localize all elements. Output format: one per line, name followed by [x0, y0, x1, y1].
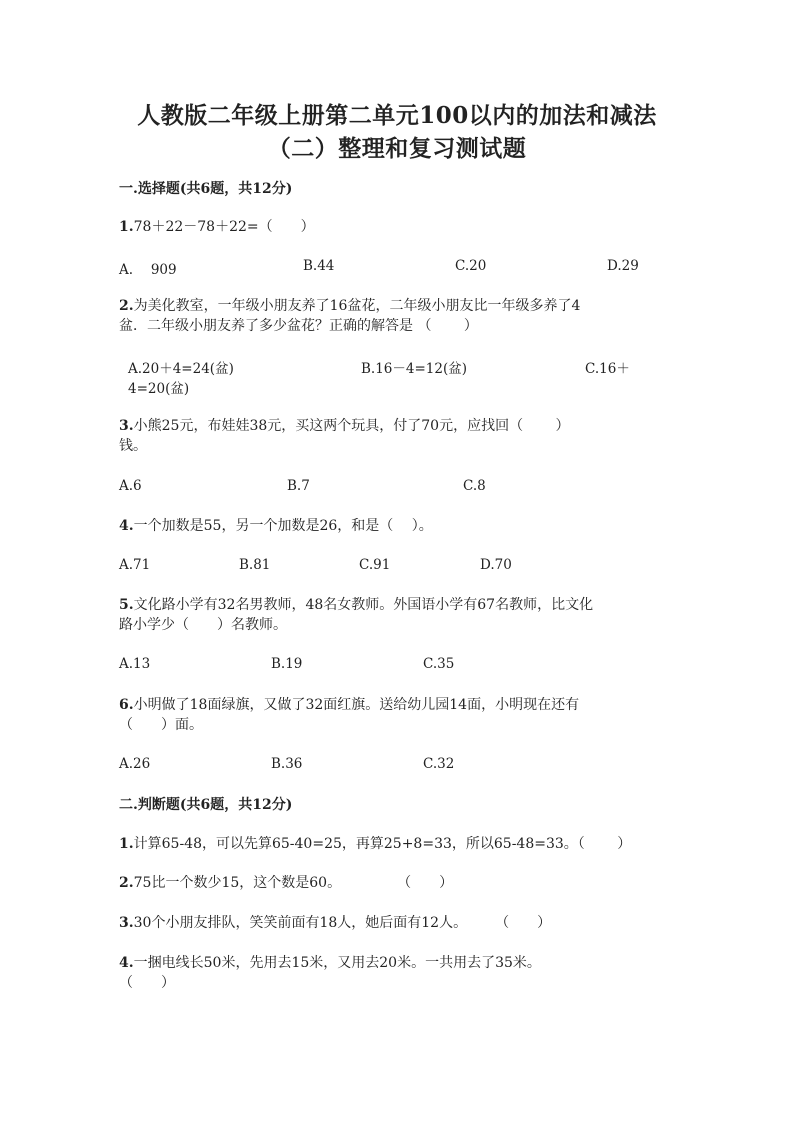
question-number: 5. — [119, 597, 134, 613]
question-text: 75比一个数少15，这个数是60。 （ ） — [133, 875, 454, 891]
question-text: 78＋22－78＋22=（ ） — [133, 219, 315, 235]
section-heading-choice: 一.选择题(共6题，共12分) — [119, 181, 293, 197]
question-2 — [119, 296, 679, 336]
option-c[interactable]: C.35 — [423, 656, 455, 672]
question-text-line2: 盆．二年级小朋友养了多少盆花？正确的解答是 （ ） — [119, 318, 478, 334]
option-d[interactable]: D.29 — [607, 258, 639, 274]
question-3 — [119, 416, 679, 456]
question-number: 2. — [119, 298, 134, 314]
option-b[interactable]: B.19 — [271, 656, 303, 672]
question-text-line2: 钱。 — [119, 438, 147, 454]
question-number: 3. — [119, 915, 134, 931]
option-a[interactable]: A.6 — [119, 478, 142, 494]
option-b[interactable]: B.36 — [271, 756, 303, 772]
option-b[interactable]: B.16－4=12(盆) — [361, 361, 468, 377]
option-c[interactable]: C.20 — [455, 258, 487, 274]
question-4 — [119, 516, 679, 536]
judgement-2 — [119, 873, 679, 893]
question-text: 30个小朋友排队，笑笑前面有18人，她后面有12人。 （ ） — [133, 915, 552, 931]
question-number: 4. — [119, 518, 134, 534]
option-a[interactable]: A.26 — [119, 756, 151, 772]
question-text-line1: 小熊25元，布娃娃38元，买这两个玩具，付了70元，应找回（ ） — [133, 418, 570, 434]
option-b[interactable]: B.44 — [303, 258, 335, 274]
question-text-line1: 为美化教室，一年级小朋友养了16盆花，二年级小朋友比一年级多养了4 — [133, 298, 581, 314]
question-text-line1: 小明做了18面绿旗，又做了32面红旗。送给幼儿园14面，小明现在还有 — [133, 697, 580, 713]
option-c[interactable]: C.91 — [359, 557, 391, 573]
question-text-line2: （ ）面。 — [119, 717, 203, 733]
option-a[interactable]: A. 909 — [119, 262, 177, 278]
page-title-line1: 人教版二年级上册第二单元100以内的加法和减法 — [137, 102, 657, 129]
question-text-line2: 路小学少（ ）名教师。 — [119, 617, 287, 633]
option-c[interactable]: C.16＋ — [585, 361, 630, 377]
section-heading-judgement: 二.判断题(共6题，共12分) — [119, 797, 293, 813]
option-c[interactable]: C.32 — [423, 756, 455, 772]
option-a[interactable]: A.71 — [119, 557, 151, 573]
option-c[interactable]: C.8 — [463, 478, 486, 494]
question-1 — [119, 217, 679, 237]
judgement-3 — [119, 913, 679, 933]
question-text: 计算65-48，可以先算65-40=25，再算25+8=33，所以65-48=33。（ ） — [133, 836, 632, 852]
question-number: 3. — [119, 418, 134, 434]
question-number: 1. — [119, 219, 134, 235]
judgement-1 — [119, 834, 719, 854]
question-number: 2. — [119, 875, 134, 891]
question-text-line2: （ ） — [119, 975, 175, 991]
option-b[interactable]: B.81 — [239, 557, 271, 573]
question-5 — [119, 595, 679, 635]
option-c-continued: 4=20(盆) — [128, 381, 190, 397]
option-a[interactable]: A.13 — [119, 656, 151, 672]
option-a[interactable]: A.20＋4=24(盆) — [128, 361, 234, 377]
question-number: 6. — [119, 697, 134, 713]
page-title-line2: （二）整理和复习测试题 — [267, 135, 527, 162]
option-d[interactable]: D.70 — [480, 557, 512, 573]
question-number: 1. — [119, 836, 134, 852]
question-6 — [119, 695, 679, 735]
question-text-line1: 一捆电线长50米，先用去15米，又用去20米。一共用去了35米。 — [133, 955, 541, 971]
question-text-line1: 文化路小学有32名男教师，48名女教师。外国语小学有67名教师，比文化 — [133, 597, 594, 613]
question-number: 4. — [119, 955, 134, 971]
question-text: 一个加数是55，另一个加数是26，和是（ ）。 — [133, 518, 433, 534]
judgement-4 — [119, 953, 679, 993]
option-b[interactable]: B.7 — [287, 478, 310, 494]
